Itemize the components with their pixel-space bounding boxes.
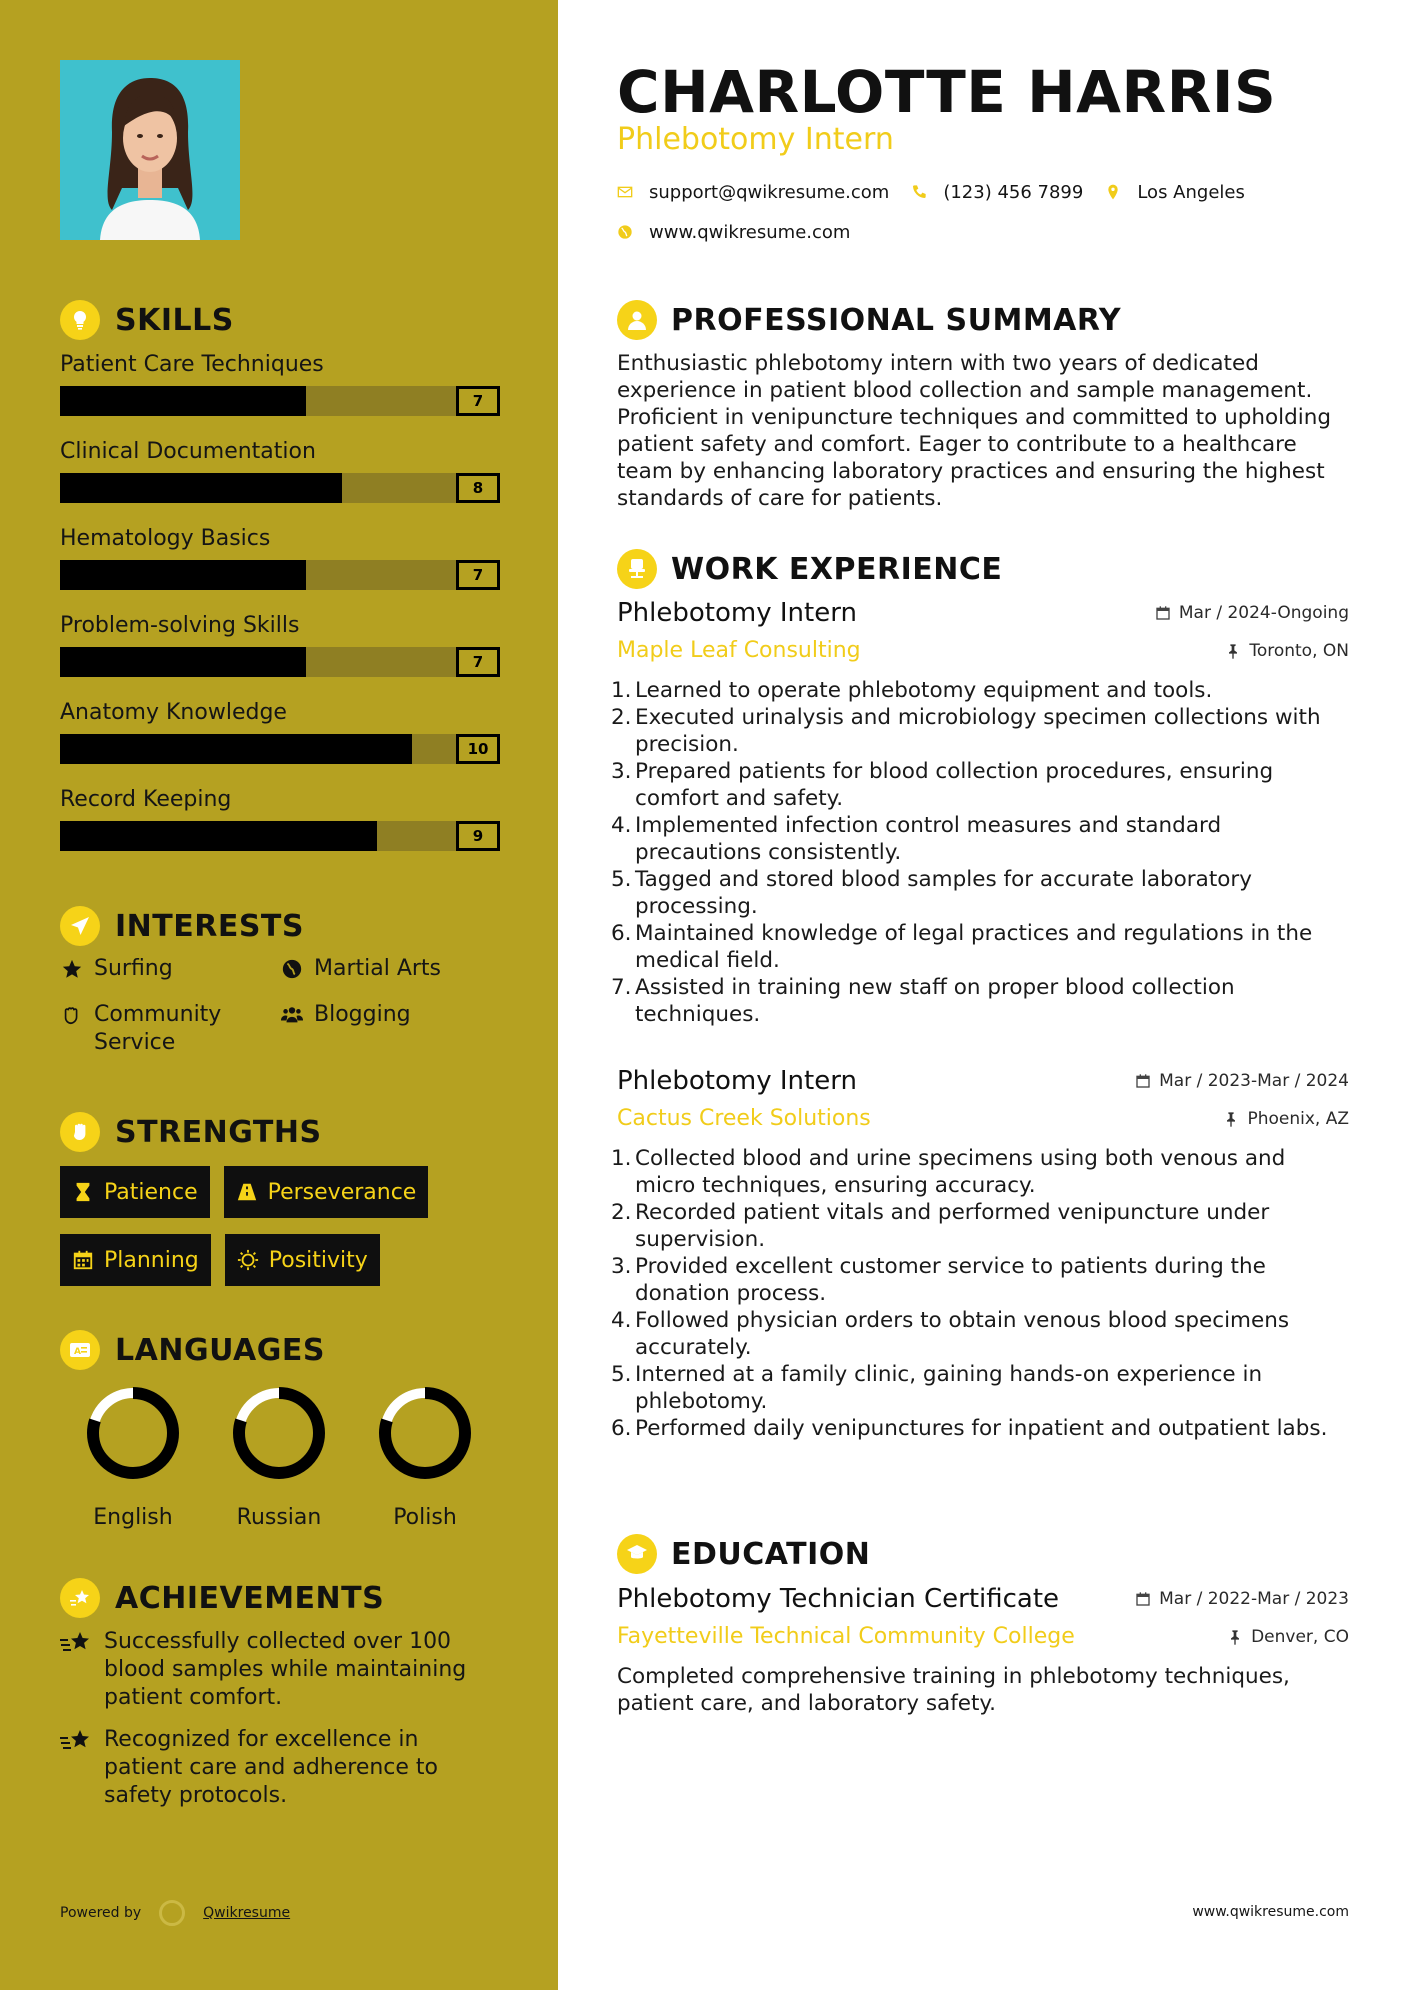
education-title: Phlebotomy Technician Certificate xyxy=(617,1584,1060,1614)
map-pin-icon xyxy=(1105,184,1121,200)
footer-website[interactable]: www.qwikresume.com xyxy=(1192,1904,1349,1920)
achievement-item xyxy=(60,1628,500,1712)
shooting-star-icon xyxy=(60,1578,100,1618)
contact-list xyxy=(617,178,1349,258)
strength-badge xyxy=(225,1234,380,1286)
skills-list xyxy=(60,350,500,872)
language-ring xyxy=(231,1385,327,1481)
candidate-role: Phlebotomy Intern xyxy=(617,122,894,157)
language-name: English xyxy=(93,1505,173,1530)
education-school: Fayetteville Technical Community College xyxy=(617,1624,1075,1649)
hourglass-icon xyxy=(72,1181,94,1203)
skill-item xyxy=(60,524,500,611)
skill-item xyxy=(60,698,500,785)
list-item: 2. Executed urinalysis and microbiology specimen collections with precision. xyxy=(611,705,1321,757)
skill-bar xyxy=(60,647,500,677)
achievements-list xyxy=(60,1628,500,1824)
calendar-icon xyxy=(1135,1591,1151,1607)
section-title: WORK EXPERIENCE xyxy=(671,551,1003,587)
job-title: Phlebotomy Intern xyxy=(617,1066,857,1096)
calendar-icon xyxy=(1155,605,1171,621)
graduate-icon xyxy=(617,1534,657,1574)
education-location xyxy=(1227,1627,1349,1647)
sidebar xyxy=(0,0,558,1990)
section-title: INTERESTS xyxy=(115,908,304,944)
section-title: PROFESSIONAL SUMMARY xyxy=(671,302,1122,338)
star-icon xyxy=(60,955,84,983)
list-item: 6. Performed daily venipunctures for inpatient and outpatient labs. xyxy=(611,1416,1328,1441)
list-item: 5. Interned at a family clinic, gaining hands-on experience in phlebotomy. xyxy=(611,1362,1263,1414)
strength-label: Positivity xyxy=(268,1247,368,1273)
pushpin-icon xyxy=(1223,1111,1239,1127)
globe-icon xyxy=(280,955,304,983)
profile-photo xyxy=(60,60,240,240)
interest-item xyxy=(280,1001,500,1057)
list-item: 1. Learned to operate phlebotomy equipment and tools. xyxy=(611,678,1213,703)
interest-label: Martial Arts xyxy=(314,956,442,981)
list-item: 3. Provided excellent customer service to patients during the donation process. xyxy=(611,1254,1266,1306)
summary-text: Enthusiastic phlebotomy intern with two years of dedicated experience in patient blood collection and sample management. Proficient in venipuncture techniques and committed to upholding patient safety and comfort. Eager to contribute to a healthcare team by enhancing laboratory practices and ensuring the highest standards of care for patients. xyxy=(617,351,1332,511)
skill-item xyxy=(60,350,500,437)
skill-item xyxy=(60,785,500,872)
job-company: Maple Leaf Consulting xyxy=(617,638,861,663)
section-title: LANGUAGES xyxy=(115,1332,325,1368)
website-text: www.qwikresume.com xyxy=(649,221,851,243)
education-heading xyxy=(617,1534,870,1574)
education-entry xyxy=(617,1584,1349,1717)
skill-level: 9 xyxy=(456,821,500,851)
office-chair-icon xyxy=(617,549,657,589)
shooting-star-icon xyxy=(60,1728,92,1756)
contact-location xyxy=(1105,178,1245,206)
job-date xyxy=(1155,603,1349,623)
languages-heading xyxy=(60,1330,325,1370)
shooting-star-icon xyxy=(60,1630,92,1658)
job-date-text: Mar / 2023-Mar / 2024 xyxy=(1159,1071,1349,1091)
interest-label: Surfing xyxy=(94,956,173,981)
list-item: 1. Collected blood and urine specimens using both venous and micro techniques, ensuring accuracy. xyxy=(611,1146,1286,1198)
section-title: SKILLS xyxy=(115,302,234,338)
section-title: EDUCATION xyxy=(671,1536,871,1572)
powered-by xyxy=(60,1900,290,1926)
language-item xyxy=(352,1385,498,1530)
skill-bar xyxy=(60,821,500,851)
strength-badge xyxy=(60,1166,210,1218)
phone-text: (123) 456 7899 xyxy=(943,181,1084,203)
strengths-heading xyxy=(60,1112,322,1152)
globe-icon xyxy=(617,224,633,240)
skill-bar xyxy=(60,734,500,764)
interest-item xyxy=(60,955,280,983)
list-item: 5. Tagged and stored blood samples for accurate laboratory processing. xyxy=(611,867,1252,919)
job-title: Phlebotomy Intern xyxy=(617,598,857,628)
list-item: 7. Assisted in training new staff on proper blood collection techniques. xyxy=(611,975,1235,1027)
skill-item xyxy=(60,437,500,524)
skill-bar xyxy=(60,560,500,590)
phone-icon xyxy=(911,184,927,200)
contact-website[interactable] xyxy=(617,218,850,246)
interest-item xyxy=(60,1001,280,1057)
skill-name: Patient Care Techniques xyxy=(60,352,324,377)
user-icon xyxy=(617,300,657,340)
strength-badge xyxy=(60,1234,211,1286)
achievement-text: Recognized for excellence in patient care and adherence to safety protocols. xyxy=(104,1727,439,1808)
interest-label: Blogging xyxy=(314,1002,411,1027)
pushpin-icon xyxy=(1225,643,1241,659)
strength-label: Perseverance xyxy=(267,1179,417,1205)
contact-phone[interactable] xyxy=(911,178,1083,206)
email-text: support@qwikresume.com xyxy=(649,181,890,203)
job-location xyxy=(1223,1109,1349,1129)
job-location xyxy=(1225,641,1349,661)
interest-item xyxy=(280,955,500,983)
achievement-item xyxy=(60,1726,500,1810)
list-item: 4. Implemented infection control measures and standard precautions consistently. xyxy=(611,813,1222,865)
calendar-icon xyxy=(1135,1073,1151,1089)
strength-badge xyxy=(224,1166,429,1218)
svg-text:A: A xyxy=(74,1347,81,1357)
location-text: Los Angeles xyxy=(1137,181,1245,203)
education-date-text: Mar / 2022-Mar / 2023 xyxy=(1159,1589,1349,1609)
language-item xyxy=(60,1385,206,1530)
pushpin-icon xyxy=(1227,1629,1243,1645)
road-icon xyxy=(236,1181,258,1203)
skill-name: Clinical Documentation xyxy=(60,439,316,464)
list-item: 2. Recorded patient vitals and performed venipuncture under supervision. xyxy=(611,1200,1270,1252)
skill-name: Anatomy Knowledge xyxy=(60,700,287,725)
strengths-list xyxy=(60,1166,500,1286)
strength-label: Planning xyxy=(104,1247,199,1273)
language-ring xyxy=(85,1385,181,1481)
achievement-text: Successfully collected over 100 blood samples while maintaining patient comfort. xyxy=(104,1629,467,1710)
skill-bar xyxy=(60,386,500,416)
languages-list xyxy=(60,1385,500,1530)
list-item: 3. Prepared patients for blood collection procedures, ensuring comfort and safety. xyxy=(611,759,1274,811)
job-entry xyxy=(611,1066,1349,1442)
skill-level: 7 xyxy=(456,560,500,590)
hand-raised-icon xyxy=(60,1112,100,1152)
job-duties xyxy=(611,677,1349,1028)
skill-item xyxy=(60,611,500,698)
job-company: Cactus Creek Solutions xyxy=(617,1106,871,1131)
strength-label: Patience xyxy=(104,1179,198,1205)
powered-by-label: Powered by xyxy=(60,1905,142,1921)
sun-icon xyxy=(237,1249,259,1271)
lightbulb-icon xyxy=(60,300,100,340)
calendar-icon xyxy=(72,1249,94,1271)
list-item: 4. Followed physician orders to obtain venous blood specimens accurately. xyxy=(611,1308,1290,1360)
language-icon xyxy=(60,1330,100,1370)
job-date-text: Mar / 2024-Ongoing xyxy=(1178,603,1349,623)
interests-heading xyxy=(60,906,304,946)
skill-name: Problem-solving Skills xyxy=(60,613,300,638)
list-item: 6. Maintained knowledge of legal practices and regulations in the medical field. xyxy=(611,921,1313,973)
skill-name: Hematology Basics xyxy=(60,526,271,551)
work-heading xyxy=(617,549,1002,589)
skill-level: 8 xyxy=(456,473,500,503)
brand-link[interactable]: Qwikresume xyxy=(203,1905,291,1921)
job-date xyxy=(1135,1071,1349,1091)
language-name: Polish xyxy=(393,1505,457,1530)
skill-level: 7 xyxy=(456,386,500,416)
job-entry xyxy=(611,598,1349,1028)
job-location-text: Toronto, ON xyxy=(1249,640,1349,661)
language-ring xyxy=(377,1385,473,1481)
skill-name: Record Keeping xyxy=(60,787,232,812)
avatar xyxy=(60,60,240,240)
section-title: ACHIEVEMENTS xyxy=(115,1580,385,1616)
education-description: Completed comprehensive training in phlebotomy techniques, patient care, and laboratory safety. xyxy=(617,1664,1290,1716)
interests-list xyxy=(60,955,500,1057)
skill-bar xyxy=(60,473,500,503)
language-item xyxy=(206,1385,352,1530)
paper-plane-icon xyxy=(60,906,100,946)
skills-heading xyxy=(60,300,234,340)
candidate-name: CHARLOTTE HARRIS xyxy=(617,58,1277,126)
users-icon xyxy=(280,1001,304,1029)
skill-level: 10 xyxy=(456,734,500,764)
language-name: Russian xyxy=(236,1505,322,1530)
achievements-heading xyxy=(60,1578,384,1618)
envelope-icon xyxy=(617,184,633,200)
job-duties xyxy=(611,1145,1349,1442)
job-location-text: Phoenix, AZ xyxy=(1247,1108,1349,1129)
education-date xyxy=(1135,1589,1349,1609)
skill-level: 7 xyxy=(456,647,500,677)
education-location-text: Denver, CO xyxy=(1251,1626,1349,1647)
section-title: STRENGTHS xyxy=(115,1114,322,1150)
qwikresume-logo-icon xyxy=(159,1900,185,1926)
summary-heading xyxy=(617,300,1121,340)
hand-icon xyxy=(60,1001,84,1029)
contact-email[interactable] xyxy=(617,178,889,206)
interest-label: Community Service xyxy=(94,1002,222,1055)
